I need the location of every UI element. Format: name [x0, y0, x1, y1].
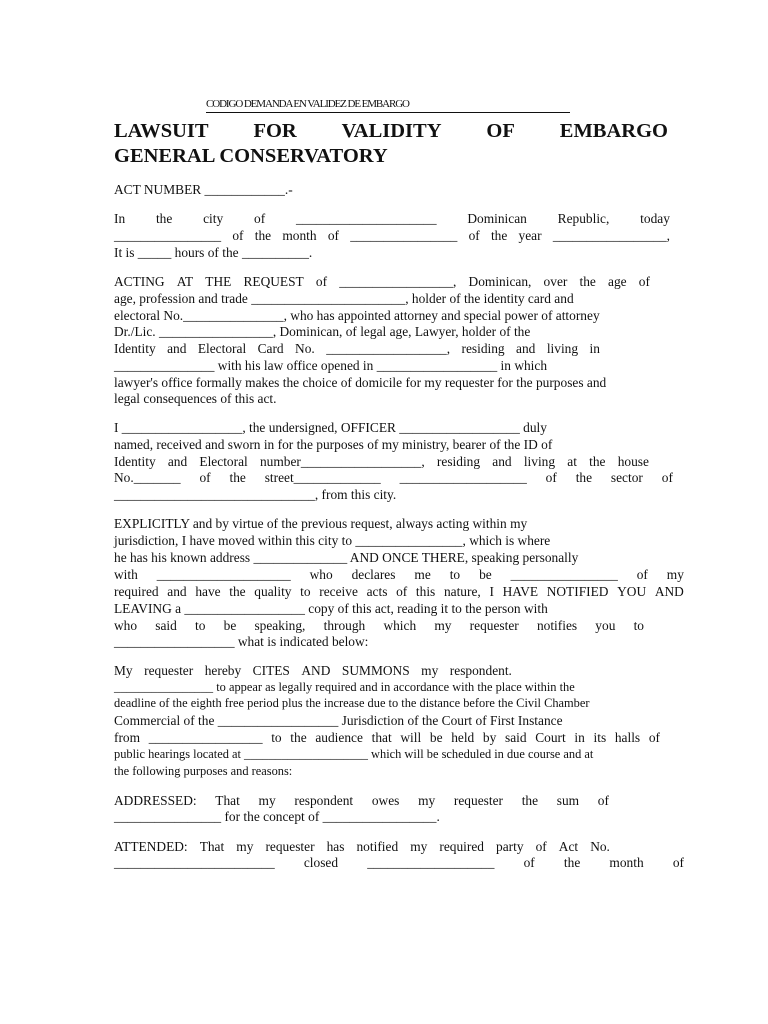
word: ________________________ [114, 855, 275, 870]
word: which [383, 618, 417, 633]
word: residing [436, 454, 481, 469]
word: halls [614, 730, 641, 745]
paragraph-7-line-2 [114, 854, 684, 871]
word: to [449, 567, 461, 582]
word: me [414, 567, 431, 582]
word: and [516, 341, 536, 356]
word: ________________ [350, 228, 458, 243]
word: HAVE [502, 584, 539, 599]
document-header: CODIGO DEMANDA EN VALIDEZ DE EMBARGO [206, 98, 570, 113]
paragraph-4-line-2: jurisdiction, I have moved within this city to ________________, which is where [114, 533, 551, 548]
paragraph-5-line-3: deadline of the eighth free period plus the increase due to the distance before the Civil Chamber [114, 696, 590, 710]
paragraph-5-line-5 [114, 729, 660, 746]
word: of [396, 584, 408, 599]
word: held [451, 730, 475, 745]
word: this [415, 584, 436, 599]
word: _____________________ [295, 211, 437, 226]
word: notified [356, 839, 399, 854]
word: requester [469, 618, 519, 633]
word: required [114, 584, 159, 599]
word: _________________, [552, 228, 670, 243]
word: will [400, 730, 422, 745]
word: LAWSUIT [114, 120, 209, 142]
word: ___________________ [399, 470, 527, 485]
word: to [300, 584, 311, 599]
word: ADDRESSED: [114, 793, 197, 808]
word: respondent [294, 793, 354, 808]
word: YOU [617, 584, 647, 599]
word: sector [610, 470, 643, 485]
act-number-line: ACT NUMBER ____________.- [114, 182, 293, 197]
word: ________________ [114, 228, 222, 243]
paragraph-5-line-2: ________________ to appear as legally required and in accordance with the place within the [114, 680, 575, 694]
word: of [638, 274, 650, 289]
word: be [223, 618, 237, 633]
title-line-1 [114, 119, 668, 144]
paragraph-5-line-7: the following purposes and reasons: [114, 764, 293, 778]
paragraph-5-line-6: public hearings located at ____________________ which will be scheduled in due course and at [114, 747, 594, 761]
word: No. [295, 341, 315, 356]
word: and [167, 584, 187, 599]
word: the [579, 274, 596, 289]
word: the [521, 793, 539, 808]
word: Act [558, 839, 579, 854]
paragraph-3-line-1: I __________________, the undersigned, OFFICER __________________ duly [114, 420, 547, 435]
word: speaking, [254, 618, 306, 633]
paragraph-4-line-6: LEAVING a __________________ copy of this act, reading it to the person with [114, 601, 548, 616]
paragraph-4-line-8: __________________ what is indicated below: [114, 634, 369, 649]
paragraph-6-line-2: ________________ for the concept of _________________. [114, 809, 440, 824]
word: Electoral [199, 454, 248, 469]
word: SUMMONS [341, 663, 410, 678]
word: requester [265, 839, 315, 854]
word: ACTING [114, 274, 165, 289]
word: required [439, 839, 484, 854]
word: my [258, 793, 276, 808]
word: living [546, 341, 579, 356]
paragraph-4-line-3: he has his known address ______________ AND ONCE THERE, speaking personally [114, 550, 579, 565]
word: EMBARGO [559, 120, 668, 142]
word: of [315, 274, 328, 289]
word: my [236, 839, 254, 854]
word: the [563, 855, 581, 870]
word: my [421, 663, 439, 678]
word: audience [315, 730, 363, 745]
word: over [543, 274, 568, 289]
paragraph-4-line-5 [114, 583, 684, 600]
word: quality [254, 584, 292, 599]
paragraph-4-line-4 [114, 566, 684, 583]
paragraph-1-line-1 [114, 210, 670, 227]
word: in [589, 341, 600, 356]
paragraph-5-line-1 [114, 662, 512, 679]
word: OF [486, 120, 515, 142]
word: the [589, 454, 606, 469]
word: of [545, 470, 557, 485]
word: Electoral [197, 341, 247, 356]
word: My [114, 663, 133, 678]
word: be [429, 730, 443, 745]
word: Dominican [467, 211, 527, 226]
word: receive [319, 584, 358, 599]
word: CITES [252, 663, 290, 678]
word: to [271, 730, 282, 745]
paragraph-2-line-7: lawyer's office formally makes the choice of domicile for my requester for the purposes and [114, 375, 607, 390]
word: you [595, 618, 616, 633]
word: and [492, 454, 512, 469]
word: month [282, 228, 317, 243]
word: of [232, 228, 244, 243]
word: No._______ [114, 470, 181, 485]
word: and [167, 341, 187, 356]
word: Court [535, 730, 566, 745]
word: living [523, 454, 556, 469]
paragraph-4-line-7 [114, 617, 644, 634]
word: to [195, 618, 206, 633]
word: of [327, 228, 339, 243]
word: _________________, [339, 274, 457, 289]
word: age [608, 274, 627, 289]
word: NOTIFIED [546, 584, 609, 599]
paragraph-3-line-5: ______________________________, from this city. [114, 487, 397, 502]
word: of [199, 470, 211, 485]
word: my [418, 793, 436, 808]
word: through [323, 618, 366, 633]
word: from [114, 730, 141, 745]
paragraph-5-line-4: Commercial of the __________________ Jurisdiction of the Court of First Instance [114, 713, 563, 728]
word: by [482, 730, 497, 745]
word: have [195, 584, 221, 599]
word: __________________, [326, 341, 451, 356]
word: my [666, 567, 684, 582]
word: Identity [114, 454, 156, 469]
paragraph-7-line-1 [114, 838, 610, 855]
paragraph-6-line-1 [114, 792, 609, 809]
word: sum [556, 793, 580, 808]
word: party [496, 839, 524, 854]
word: THE [205, 274, 232, 289]
word: in [574, 730, 585, 745]
word: the [155, 211, 173, 226]
word: city [203, 211, 224, 226]
paragraph-2-line-4: Dr./Lic. _________________, Dominican, of legal age, Lawyer, holder of the [114, 324, 531, 339]
word: requester [453, 793, 503, 808]
word: REQUEST [243, 274, 304, 289]
word: nature, [443, 584, 481, 599]
paragraph-1-line-2 [114, 227, 670, 244]
word: of [661, 470, 673, 485]
word: of [254, 211, 266, 226]
word: Dominican, [468, 274, 532, 289]
word: closed [303, 855, 339, 870]
word: today [640, 211, 670, 226]
paragraph-1-line-3: It is _____ hours of the __________. [114, 245, 313, 260]
paragraph-2-line-8: legal consequences of this act. [114, 391, 277, 406]
word: of [468, 228, 480, 243]
paragraph-3-line-4 [114, 469, 673, 486]
word: ___________________ [367, 855, 495, 870]
paragraph-4-line-1: EXPLICITLY and by virtue of the previous request, always acting within my [114, 516, 528, 531]
word: house [617, 454, 649, 469]
word: requester [144, 663, 194, 678]
word: the [229, 470, 246, 485]
word: the [229, 584, 246, 599]
word: the [575, 470, 593, 485]
paragraph-3-line-2: named, received and sworn in for the purposes of my ministry, bearer of the ID of [114, 437, 553, 452]
word: be [479, 567, 492, 582]
word: my [434, 618, 452, 633]
word: ATTENDED: [114, 839, 188, 854]
word: of [672, 855, 684, 870]
word: said [504, 730, 527, 745]
word: residing [461, 341, 505, 356]
word: ____________________ [156, 567, 291, 582]
word: that [371, 730, 392, 745]
word: to [633, 618, 644, 633]
word: No. [590, 839, 610, 854]
paragraph-2-line-6: _______________ with his law office opened in __________________ in which [114, 358, 548, 373]
word: FOR [253, 120, 297, 142]
word: AND [654, 584, 684, 599]
word: Republic, [557, 211, 610, 226]
word: AT [176, 274, 194, 289]
word: month [609, 855, 644, 870]
word: the [290, 730, 307, 745]
word: of [523, 855, 535, 870]
word: of [648, 730, 660, 745]
word: In [114, 211, 126, 226]
word: Identity [114, 341, 156, 356]
word: the [254, 228, 272, 243]
title-line-2: GENERAL CONSERVATORY [114, 145, 388, 167]
word: said [155, 618, 177, 633]
word: at [567, 454, 577, 469]
word: who [114, 618, 138, 633]
word: _________________ [148, 730, 263, 745]
word: respondent. [449, 663, 512, 678]
word: of [636, 567, 648, 582]
word: AND [301, 663, 331, 678]
paragraph-2-line-3: electoral No._______________, who has appointed attorney and special power of attorney [114, 308, 600, 323]
word: I [489, 584, 494, 599]
word: number__________________, [259, 454, 425, 469]
word: ________________ [510, 567, 618, 582]
word: VALIDITY [341, 120, 442, 142]
word: has [326, 839, 345, 854]
word: of [597, 793, 609, 808]
word: year [518, 228, 542, 243]
word: with [114, 567, 138, 582]
word: my [410, 839, 428, 854]
paragraph-2-line-2: age, profession and trade _______________________, holder of the identity card and [114, 291, 574, 306]
document-title [114, 119, 668, 169]
paragraph-2-line-1 [114, 273, 650, 290]
word: declares [351, 567, 396, 582]
word: hereby [204, 663, 242, 678]
paragraph-3-line-3 [114, 453, 649, 470]
word: who [309, 567, 333, 582]
word: of [535, 839, 547, 854]
word: and [167, 454, 188, 469]
paragraph-2-line-5 [114, 340, 600, 357]
word: Card [257, 341, 284, 356]
word: That [215, 793, 240, 808]
word: That [199, 839, 225, 854]
word: acts [366, 584, 388, 599]
word: street_____________ [264, 470, 381, 485]
word: its [593, 730, 607, 745]
word: the [490, 228, 508, 243]
word: owes [371, 793, 400, 808]
word: notifies [536, 618, 578, 633]
